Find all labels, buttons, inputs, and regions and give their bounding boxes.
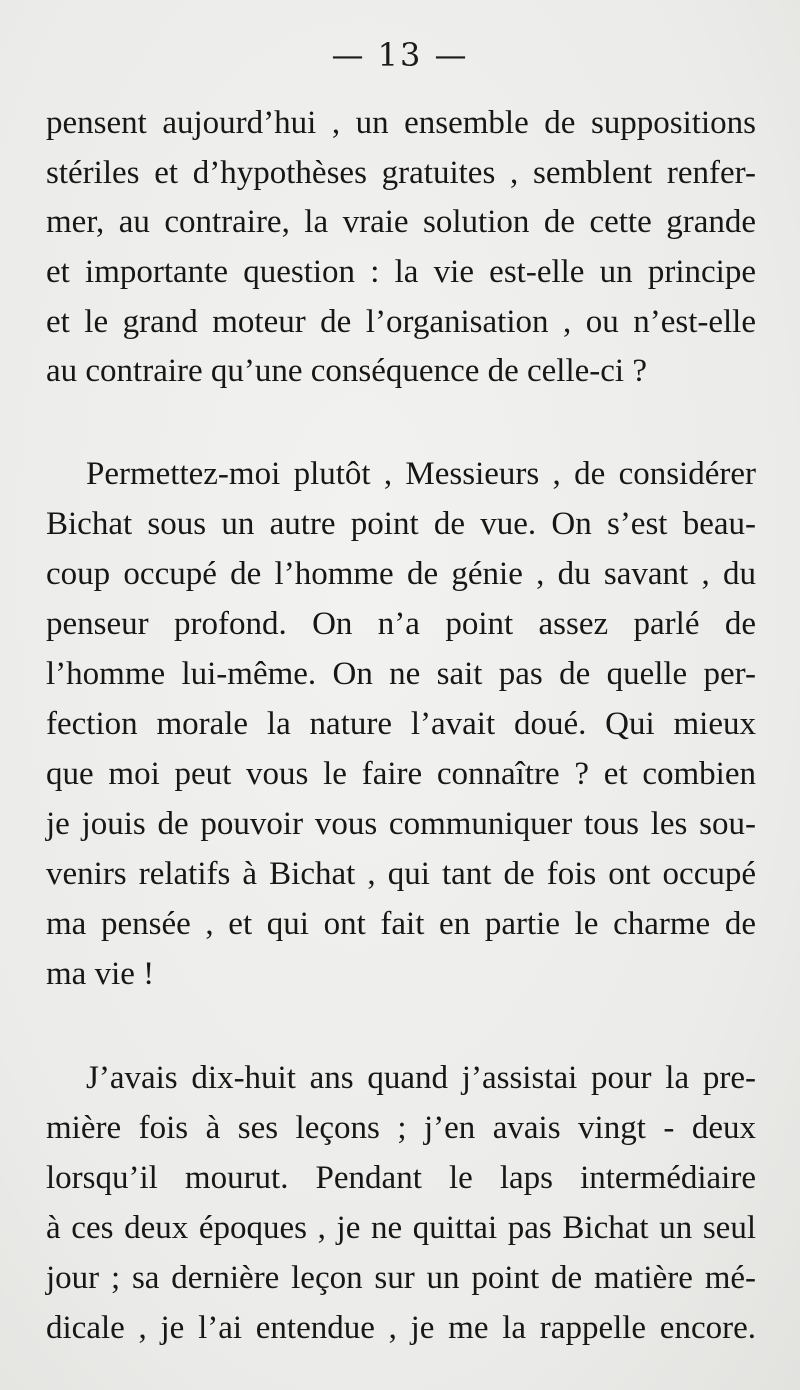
text-line: fection morale la nature l’avait doué. Qui mieux (46, 706, 756, 742)
text-line: ma pensée , et qui ont fait en partie le charme de (46, 906, 756, 942)
text-line: mer, au contraire, la vraie solution de cette grande (46, 204, 756, 240)
text-line: je jouis de pouvoir vous communiquer tous les sou- (46, 806, 756, 842)
text-line: venirs relatifs à Bichat , qui tant de fois ont occupé (46, 856, 756, 892)
text-line: penseur profond. On n’a point assez parlé de (46, 606, 756, 642)
text-line: l’homme lui-même. On ne sait pas de quelle per- (46, 656, 756, 692)
text-line: J’avais dix-huit ans quand j’assistai pour la pre- (86, 1060, 756, 1096)
text-line: stériles et d’hypothèses gratuites , semblent renfer- (46, 155, 756, 191)
page-number: — 13 — (331, 36, 469, 74)
text-line: coup occupé de l’homme de génie , du savant , du (46, 556, 756, 592)
text-line: lorsqu’il mourut. Pendant le laps intermédiaire (46, 1160, 756, 1196)
text-line: et importante question : la vie est-elle un principe (46, 254, 756, 290)
text-line: Bichat sous un autre point de vue. On s’est beau- (46, 506, 756, 542)
text-line: à ces deux époques , je ne quittai pas Bichat un seul (46, 1210, 756, 1246)
text-line: au contraire qu’une conséquence de celle-ci ? (46, 353, 647, 389)
text-line: et le grand moteur de l’organisation , ou n’est-elle (46, 304, 756, 340)
text-line: dicale , je l’ai entendue , je me la rappelle encore. (46, 1310, 756, 1346)
text-line: jour ; sa dernière leçon sur un point de matière mé- (46, 1260, 756, 1296)
text-line: pensent aujourd’hui , un ensemble de suppositions (46, 105, 756, 141)
text-line: que moi peut vous le faire connaître ? et combien (46, 756, 756, 792)
text-line: mière fois à ses leçons ; j’en avais vingt - deux (46, 1110, 756, 1146)
text-line: Permettez-moi plutôt , Messieurs , de considérer (86, 456, 756, 492)
text-line: ma vie ! (46, 956, 155, 992)
